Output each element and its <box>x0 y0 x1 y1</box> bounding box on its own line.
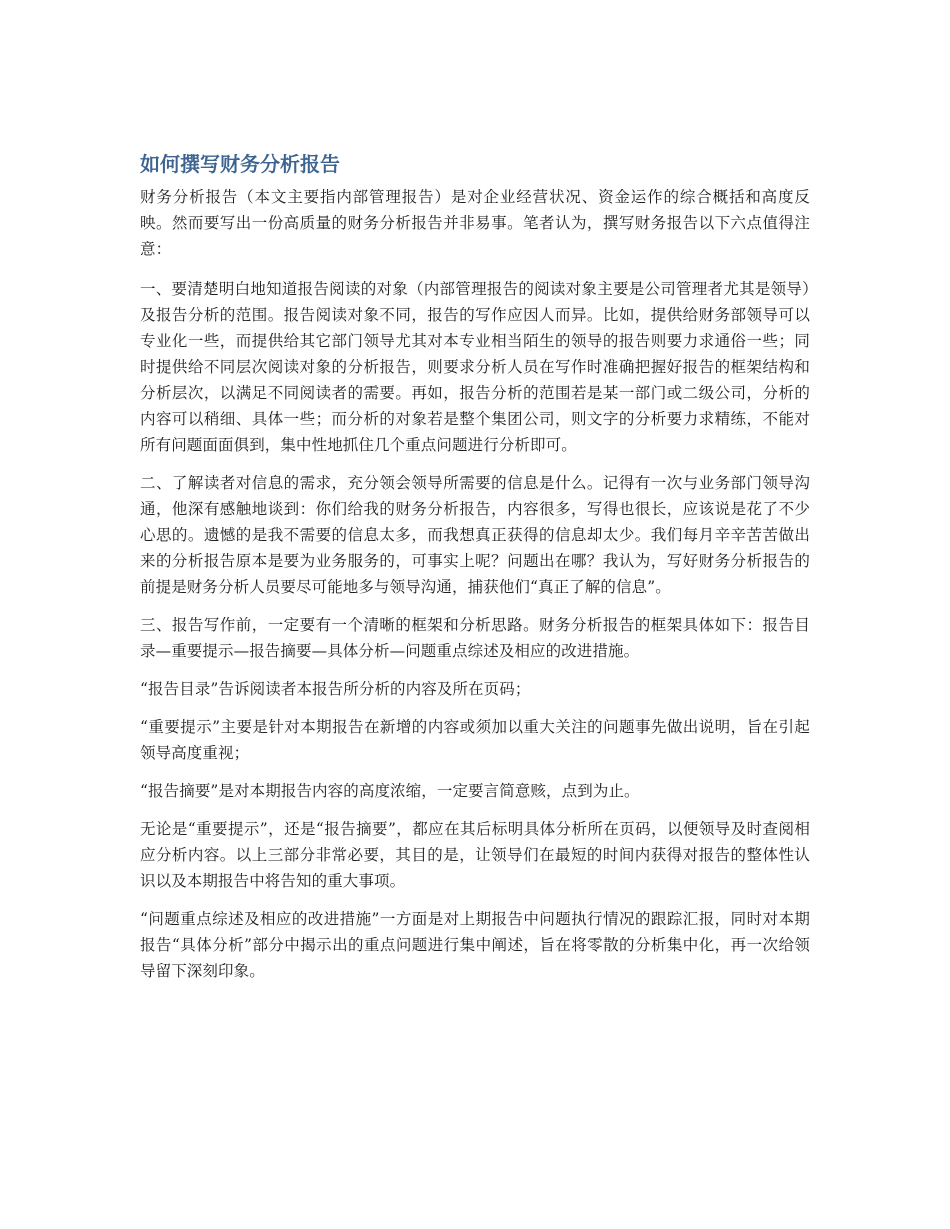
paragraph-report-summary: “报告摘要”是对本期报告内容的高度浓缩，一定要言简意赅，点到为止。 <box>140 782 640 800</box>
document-page <box>140 148 810 996</box>
document-title: 如何撰写财务分析报告 <box>140 152 340 176</box>
paragraph-point-2: 二、了解读者对信息的需求，充分领会领导所需要的信息是什么。记得有一次与业务部门领导沟通，他深有感触地谈到：你们给我的财务分析报告，内容很多，写得也很长，应该说是花了不少心思的。遗憾的是我不需要的信息太多，而我想真正获得的信息却太少。我们每月辛辛苦苦做出来的分析报告原本是要为业务服务的，可事实上呢？问题出在哪？我认为，写好财务分析报告的前提是财务分析人员要尽可能地多与领导沟通，捕获他们“真正了解的信息”。 <box>140 474 810 596</box>
paragraph-issue-overview: “问题重点综述及相应的改进措施”一方面是对上期报告中问题执行情况的跟踪汇报，同时对本期报告“具体分析”部分中揭示出的重点问题进行集中阐述，旨在将零散的分析集中化，再一次给领导留下深刻印象。 <box>140 910 810 980</box>
paragraph-page-reference: 无论是“重要提示”，还是“报告摘要”，都应在其后标明具体分析所在页码，以便领导及时查阅相应分析内容。以上三部分非常必要，其目的是，让领导们在最短的时间内获得对报告的整体性认识以及本期报告中将告知的重大事项。 <box>140 820 810 890</box>
paragraph-point-3: 三、报告写作前，一定要有一个清晰的框架和分析思路。财务分析报告的框架具体如下：报告目录—重要提示—报告摘要—具体分析—问题重点综述及相应的改进措施。 <box>140 616 810 660</box>
paragraph-report-contents: “报告目录”告诉阅读者本报告所分析的内容及所在页码； <box>140 680 531 698</box>
paragraph-important-notes: “重要提示”主要是针对本期报告在新增的内容或须加以重大关注的问题事先做出说明，旨在引起领导高度重视； <box>140 718 810 762</box>
paragraph-intro: 财务分析报告（本文主要指内部管理报告）是对企业经营状况、资金运作的综合概括和高度反映。然而要写出一份高质量的财务分析报告并非易事。笔者认为，撰写财务报告以下六点值得注意： <box>140 188 810 258</box>
paragraph-point-1: 一、要清楚明白地知道报告阅读的对象（内部管理报告的阅读对象主要是公司管理者尤其是领导）及报告分析的范围。报告阅读对象不同，报告的写作应因人而异。比如，提供给财务部领导可以专业化一些，而提供给其它部门领导尤其对本专业相当陌生的领导的报告则要力求通俗一些；同时提供给不同层次阅读对象的分析报告，则要求分析人员在写作时准确把握好报告的框架结构和分析层次，以满足不同阅读者的需要。再如，报告分析的范围若是某一部门或二级公司，分析的内容可以稍细、具体一些；而分析的对象若是整个集团公司，则文字的分析要力求精练，不能对所有问题面面俱到，集中性地抓住几个重点问题进行分析即可。 <box>140 280 810 454</box>
